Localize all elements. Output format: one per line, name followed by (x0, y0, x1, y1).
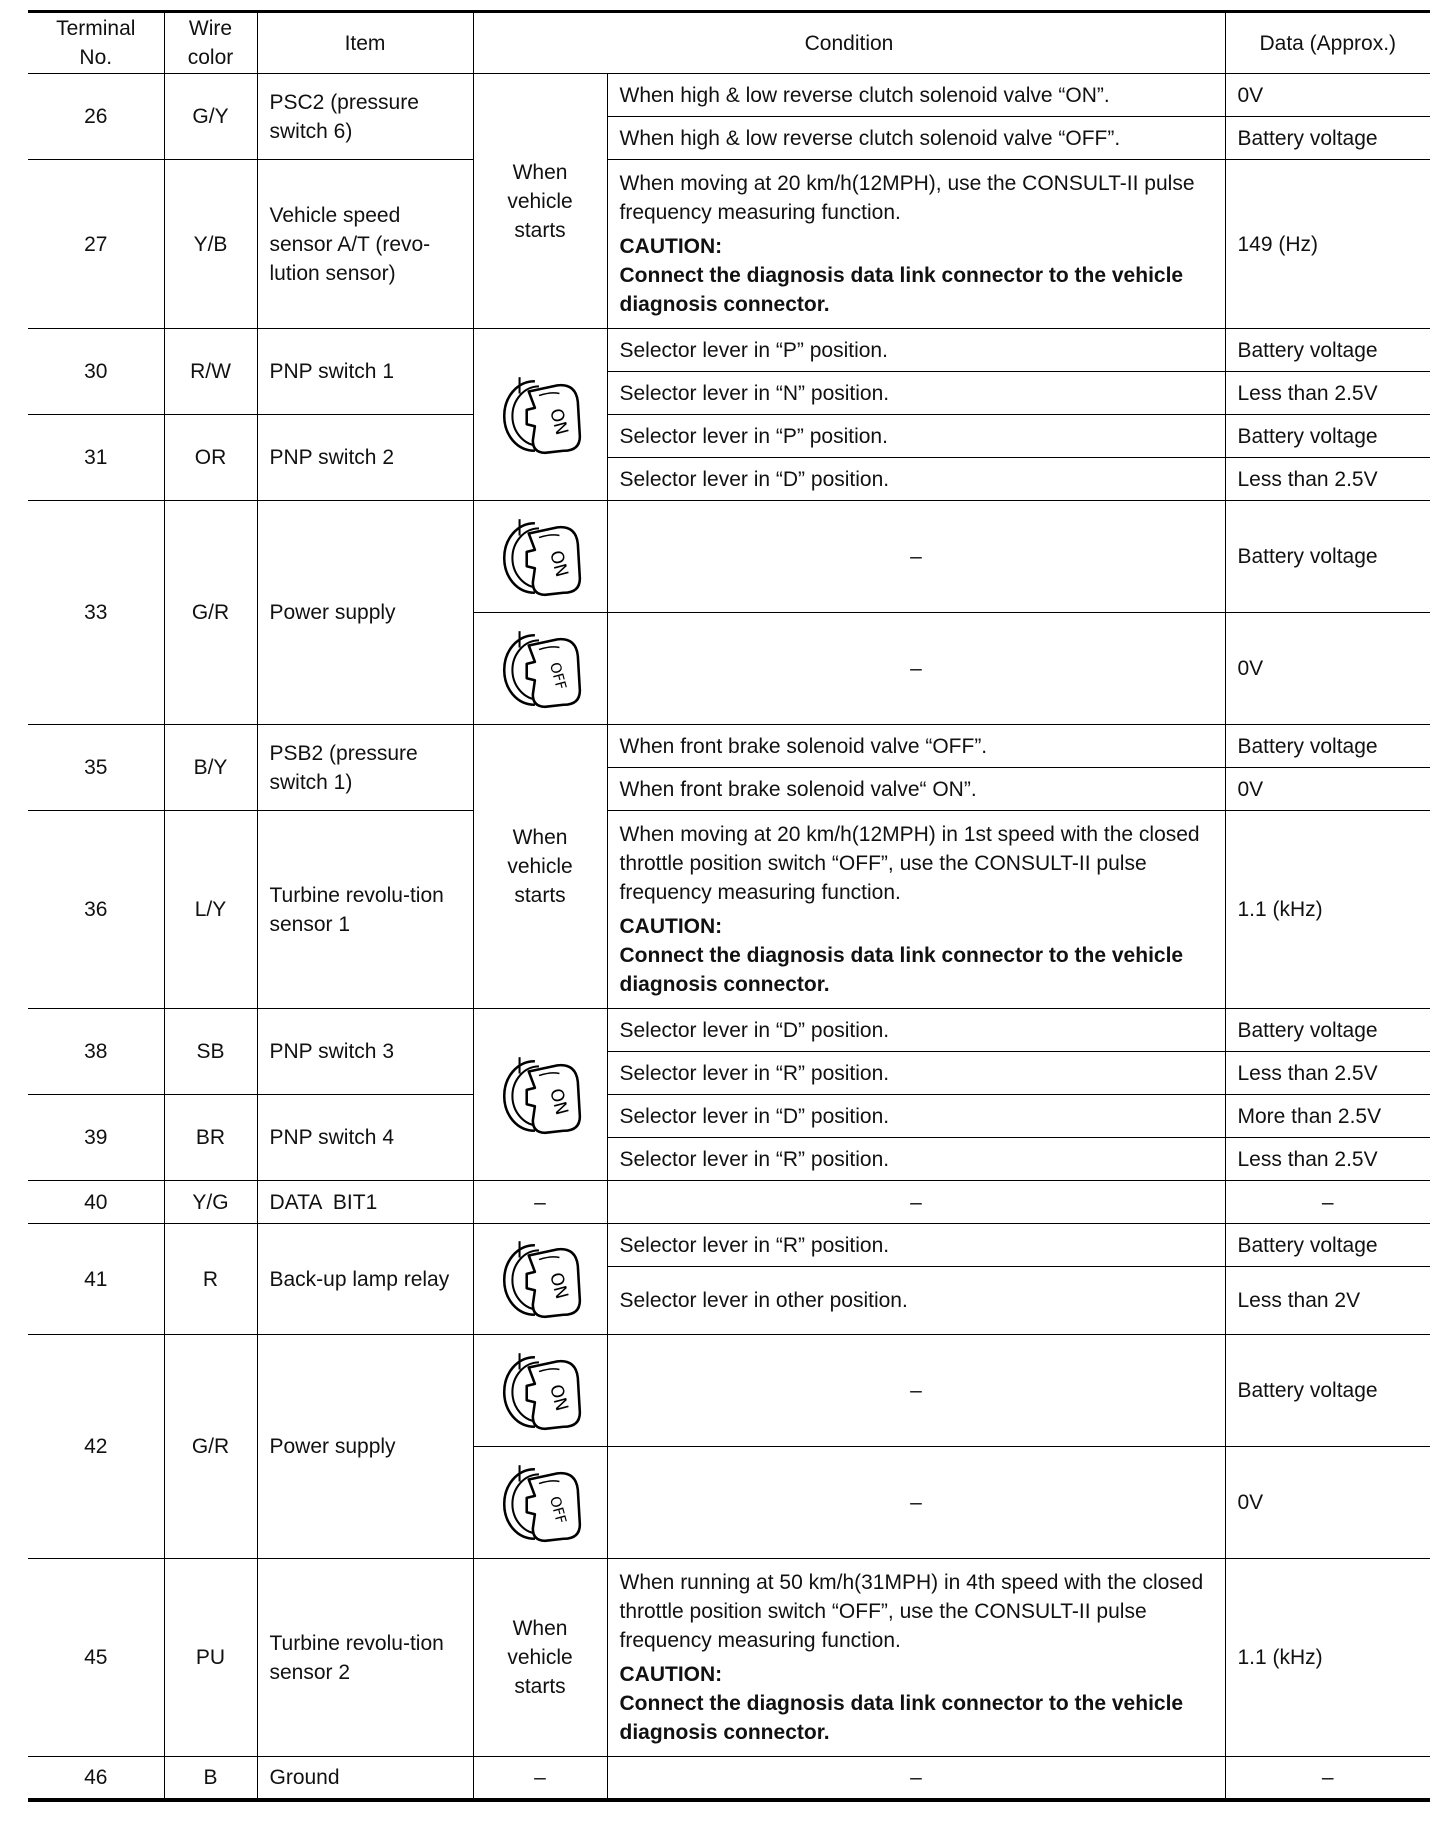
data-value: 1.1 (kHz) (1225, 1559, 1430, 1757)
condition-text (607, 811, 1225, 1009)
condition-main: When moving at 20 km/h(12MPH), use the CONSULT-II pulse frequency measuring function. (619, 172, 1195, 224)
terminal-data-table (28, 10, 1430, 1802)
header-row (28, 12, 1430, 74)
ignition-key-on-icon (473, 501, 607, 613)
ignition-key-on-icon (473, 329, 607, 501)
item-name: PSC2 (pressure switch 6) (257, 74, 473, 160)
data-dash: – (1225, 1181, 1430, 1224)
condition-text: When front brake solenoid valve“ ON”. (607, 768, 1225, 811)
svg-text:ON: ON (545, 547, 572, 579)
data-value: 0V (1225, 74, 1430, 117)
data-value: 0V (1225, 1447, 1430, 1559)
ignition-key-on-icon (473, 1009, 607, 1181)
table-row (28, 1559, 1430, 1757)
wire-color: B/Y (164, 725, 257, 811)
terminal-no: 33 (28, 501, 164, 725)
item-name: Vehicle speed sensor A/T (revo-lution sensor) (257, 160, 473, 329)
terminal-no: 45 (28, 1559, 164, 1757)
ignition-key-off-icon (473, 613, 607, 725)
terminal-no: 39 (28, 1095, 164, 1181)
svg-text:ON: ON (545, 1270, 572, 1302)
condition-main: When running at 50 km/h(31MPH) in 4th speed with the closed throttle position switch “OFF”, use the CONSULT-II pulse frequency measuring function. (619, 1571, 1204, 1652)
terminal-no: 35 (28, 725, 164, 811)
svg-text:ON: ON (545, 1381, 572, 1413)
svg-text:ON: ON (545, 1085, 572, 1117)
table-row (28, 725, 1430, 768)
terminal-no: 46 (28, 1757, 164, 1800)
item-name: PSB2 (pressure switch 1) (257, 725, 473, 811)
when-vehicle-starts: When vehicle starts (473, 725, 607, 1009)
svg-text:OFF: OFF (545, 660, 569, 692)
wire-color: B (164, 1757, 257, 1800)
caution-title: CAUTION: (619, 1663, 723, 1686)
condition-text: Selector lever in “R” position. (607, 1138, 1225, 1181)
data-value: More than 2.5V (1225, 1095, 1430, 1138)
terminal-no: 41 (28, 1224, 164, 1335)
condition-text: Selector lever in “P” position. (607, 415, 1225, 458)
item-name: PNP switch 4 (257, 1095, 473, 1181)
ignition-dash: – (473, 1757, 607, 1800)
condition-text: Selector lever in other position. (607, 1267, 1225, 1335)
data-value: Battery voltage (1225, 501, 1430, 613)
when-vehicle-starts: When vehicle starts (473, 1559, 607, 1757)
table-row (28, 1009, 1430, 1052)
header-item: Item (257, 12, 473, 74)
condition-main: When moving at 20 km/h(12MPH) in 1st speed with the closed throttle position switch “OFF”, use the CONSULT-II pulse frequency measuring function. (619, 823, 1200, 904)
wire-color: G/R (164, 1335, 257, 1559)
condition-text: Selector lever in “R” position. (607, 1224, 1225, 1267)
table-row (28, 1181, 1430, 1224)
terminal-no: 26 (28, 74, 164, 160)
wire-color: G/Y (164, 74, 257, 160)
condition-dash: – (607, 1447, 1225, 1559)
condition-dash: – (607, 613, 1225, 725)
table-row (28, 160, 1430, 329)
condition-text (607, 160, 1225, 329)
wire-color: L/Y (164, 811, 257, 1009)
data-value: Battery voltage (1225, 1224, 1430, 1267)
caution-body: Connect the diagnosis data link connector to the vehicle diagnosis connector. (619, 264, 1184, 316)
table-row (28, 501, 1430, 613)
item-name: PNP switch 3 (257, 1009, 473, 1095)
ignition-key-off-icon (473, 1447, 607, 1559)
ignition-key-on-icon (473, 1224, 607, 1335)
item-name: PNP switch 1 (257, 329, 473, 415)
condition-text: When high & low reverse clutch solenoid valve “ON”. (607, 74, 1225, 117)
data-value: Battery voltage (1225, 1335, 1430, 1447)
caution-title: CAUTION: (619, 915, 723, 938)
condition-text: Selector lever in “N” position. (607, 372, 1225, 415)
data-value: Less than 2.5V (1225, 372, 1430, 415)
condition-dash: – (607, 1757, 1225, 1800)
data-value: Less than 2.5V (1225, 1052, 1430, 1095)
wire-color: BR (164, 1095, 257, 1181)
wire-color: R (164, 1224, 257, 1335)
item-name: Ground (257, 1757, 473, 1800)
condition-text (607, 1559, 1225, 1757)
condition-dash: – (607, 1181, 1225, 1224)
table-row (28, 415, 1430, 458)
data-dash: – (1225, 1757, 1430, 1800)
terminal-no: 38 (28, 1009, 164, 1095)
item-name: DATA BIT1 (257, 1181, 473, 1224)
condition-text: Selector lever in “R” position. (607, 1052, 1225, 1095)
table-row (28, 1757, 1430, 1800)
condition-text: Selector lever in “D” position. (607, 1009, 1225, 1052)
data-value: Less than 2.5V (1225, 1138, 1430, 1181)
data-value: 0V (1225, 613, 1430, 725)
data-value: Battery voltage (1225, 329, 1430, 372)
item-name: Power supply (257, 1335, 473, 1559)
table-row (28, 811, 1430, 1009)
terminal-no: 27 (28, 160, 164, 329)
condition-text: Selector lever in “D” position. (607, 1095, 1225, 1138)
header-condition: Condition (473, 12, 1225, 74)
wire-color: PU (164, 1559, 257, 1757)
wire-color: SB (164, 1009, 257, 1095)
item-name: PNP switch 2 (257, 415, 473, 501)
terminal-no: 42 (28, 1335, 164, 1559)
ignition-dash: – (473, 1181, 607, 1224)
caution-body: Connect the diagnosis data link connector to the vehicle diagnosis connector. (619, 944, 1184, 996)
header-data: Data (Approx.) (1225, 12, 1430, 74)
data-value: 149 (Hz) (1225, 160, 1430, 329)
ignition-key-on-icon (473, 1335, 607, 1447)
condition-text: Selector lever in “P” position. (607, 329, 1225, 372)
condition-dash: – (607, 501, 1225, 613)
wire-color: R/W (164, 329, 257, 415)
data-value: Battery voltage (1225, 415, 1430, 458)
terminal-no: 36 (28, 811, 164, 1009)
data-value: 1.1 (kHz) (1225, 811, 1430, 1009)
data-value: Battery voltage (1225, 725, 1430, 768)
condition-text: Selector lever in “D” position. (607, 458, 1225, 501)
data-value: Less than 2.5V (1225, 458, 1430, 501)
when-vehicle-starts: When vehicle starts (473, 74, 607, 329)
terminal-no: 30 (28, 329, 164, 415)
wire-color: OR (164, 415, 257, 501)
svg-text:ON: ON (545, 405, 572, 437)
caution-body: Connect the diagnosis data link connector to the vehicle diagnosis connector. (619, 1692, 1184, 1744)
table-row (28, 1095, 1430, 1138)
data-value: Less than 2V (1225, 1267, 1430, 1335)
wire-color: Y/G (164, 1181, 257, 1224)
header-terminal-no: Terminal No. (28, 12, 164, 74)
condition-dash: – (607, 1335, 1225, 1447)
terminal-no: 40 (28, 1181, 164, 1224)
data-value: Battery voltage (1225, 117, 1430, 160)
item-name: Turbine revolu-tion sensor 2 (257, 1559, 473, 1757)
item-name: Back-up lamp relay (257, 1224, 473, 1335)
item-name: Turbine revolu-tion sensor 1 (257, 811, 473, 1009)
table-row (28, 1335, 1430, 1447)
data-value: Battery voltage (1225, 1009, 1430, 1052)
svg-text:OFF: OFF (545, 1494, 569, 1526)
header-wire-color: Wire color (164, 12, 257, 74)
wire-color: Y/B (164, 160, 257, 329)
caution-title: CAUTION: (619, 235, 723, 258)
item-name: Power supply (257, 501, 473, 725)
terminal-no: 31 (28, 415, 164, 501)
condition-text: When front brake solenoid valve “OFF”. (607, 725, 1225, 768)
condition-text: When high & low reverse clutch solenoid valve “OFF”. (607, 117, 1225, 160)
wire-color: G/R (164, 501, 257, 725)
table-row (28, 1224, 1430, 1267)
data-value: 0V (1225, 768, 1430, 811)
table-row (28, 329, 1430, 372)
table-row (28, 74, 1430, 117)
